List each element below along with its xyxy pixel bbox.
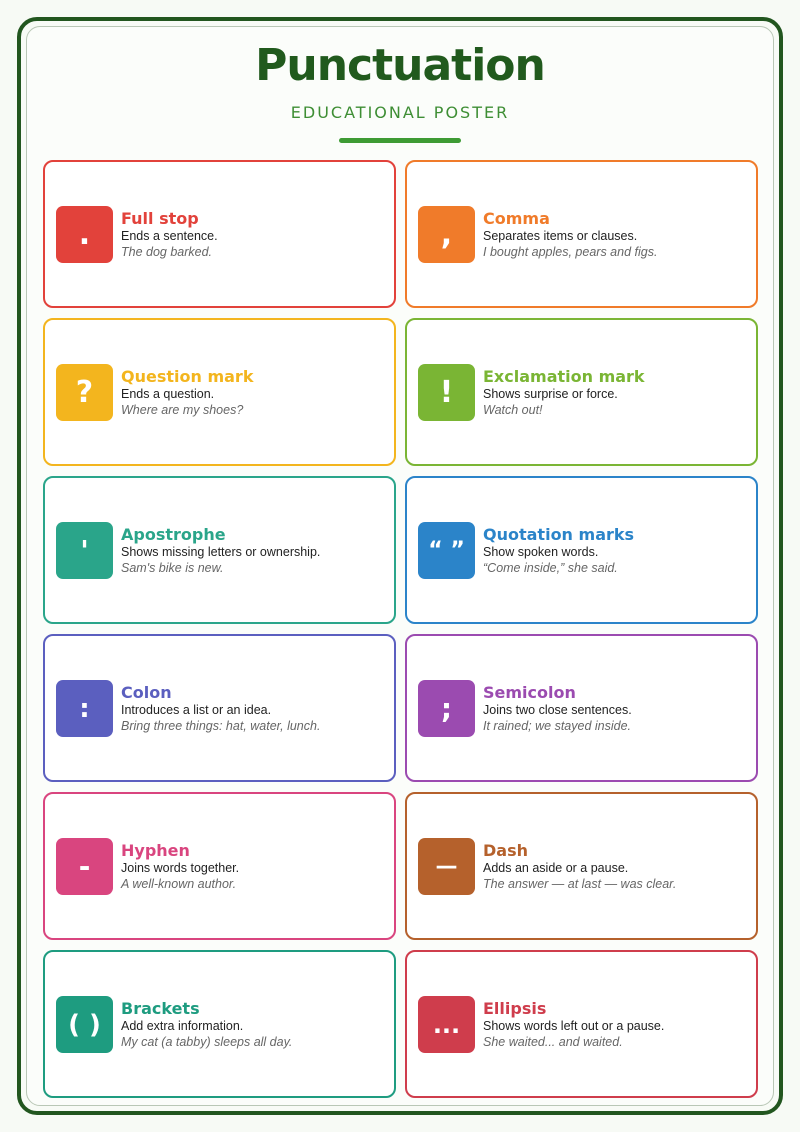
card-example: My cat (a tabby) sleeps all day. (121, 1035, 293, 1049)
card-dash (405, 792, 758, 940)
card-name: Comma (483, 209, 550, 228)
card-description: Show spoken words. (483, 545, 599, 559)
card-example: Sam's bike is new. (121, 561, 224, 575)
card-hyphen (43, 792, 396, 940)
card-name: Full stop (121, 209, 199, 228)
card-name: Ellipsis (483, 999, 547, 1018)
card-example: I bought apples, pears and figs. (483, 245, 658, 259)
card-apostrophe (43, 476, 396, 624)
card-ellipsis (405, 950, 758, 1098)
card-question-mark (43, 318, 396, 466)
card-name: Exclamation mark (483, 367, 645, 386)
brackets-icon: ( ) (56, 996, 113, 1053)
full-stop-icon: . (56, 206, 113, 263)
card-full-stop (43, 160, 396, 308)
ellipsis-icon: ... (418, 996, 475, 1053)
card-quotation-marks (405, 476, 758, 624)
card-colon (43, 634, 396, 782)
card-description: Shows words left out or a pause. (483, 1019, 665, 1033)
card-example: A well-known author. (121, 877, 237, 891)
semicolon-icon: ; (418, 680, 475, 737)
card-description: Shows missing letters or ownership. (121, 545, 321, 559)
card-example: “Come inside,” she said. (483, 561, 618, 575)
card-comma (405, 160, 758, 308)
card-semicolon (405, 634, 758, 782)
card-example: She waited... and waited. (483, 1035, 623, 1049)
card-name: Hyphen (121, 841, 190, 860)
card-brackets (43, 950, 396, 1098)
card-description: Ends a question. (121, 387, 215, 401)
card-exclamation-mark (405, 318, 758, 466)
card-description: Add extra information. (121, 1019, 244, 1033)
card-example: The dog barked. (121, 245, 213, 259)
card-name: Question mark (121, 367, 254, 386)
colon-icon: : (56, 680, 113, 737)
question-mark-icon: ? (56, 364, 113, 421)
poster-title: Punctuation (255, 40, 545, 91)
card-name: Apostrophe (121, 525, 226, 544)
card-description: Introduces a list or an idea. (121, 703, 272, 717)
card-example: Bring three things: hat, water, lunch. (121, 719, 321, 733)
card-name: Colon (121, 683, 172, 702)
dash-icon: — (418, 838, 475, 895)
card-description: Adds an aside or a pause. (483, 861, 629, 875)
card-description: Shows surprise or force. (483, 387, 618, 401)
card-description: Separates items or clauses. (483, 229, 638, 243)
card-example: Where are my shoes? (121, 403, 244, 417)
card-description: Joins words together. (121, 861, 240, 875)
card-name: Semicolon (483, 683, 576, 702)
quotation-marks-icon: “ ” (418, 522, 475, 579)
hyphen-icon: - (56, 838, 113, 895)
comma-icon: , (418, 206, 475, 263)
card-description: Joins two close sentences. (483, 703, 632, 717)
exclamation-mark-icon: ! (418, 364, 475, 421)
card-example: The answer — at last — was clear. (483, 877, 677, 891)
card-example: Watch out! (483, 403, 543, 417)
card-name: Dash (483, 841, 528, 860)
card-description: Ends a sentence. (121, 229, 218, 243)
card-name: Quotation marks (483, 525, 635, 544)
card-example: It rained; we stayed inside. (483, 719, 631, 733)
card-name: Brackets (121, 999, 200, 1018)
poster-subtitle: EDUCATIONAL POSTER (290, 103, 510, 122)
apostrophe-icon: ' (56, 522, 113, 579)
